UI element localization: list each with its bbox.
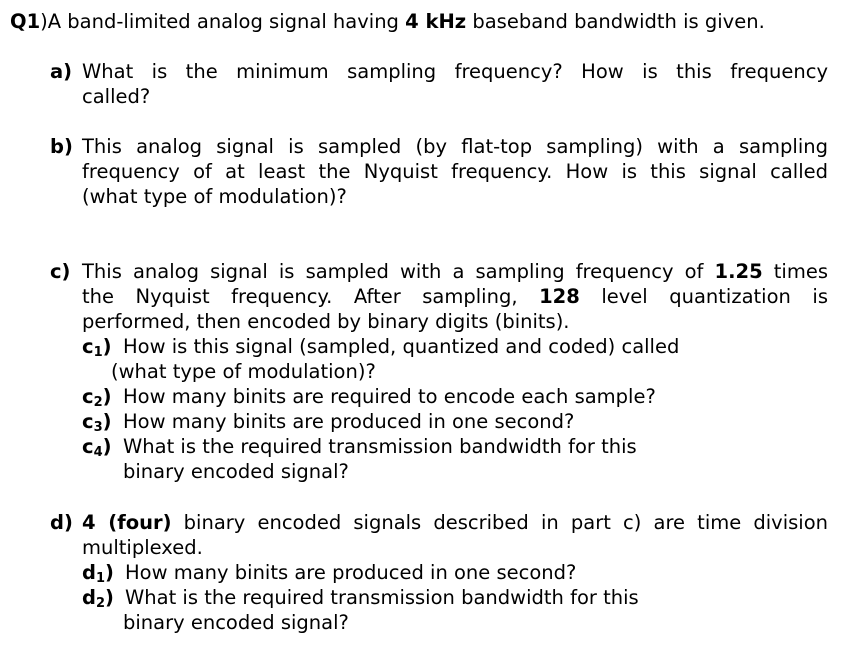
part-c4-label: $c_4$) (82, 435, 112, 460)
part-c1-label: $c_1$) (82, 335, 112, 360)
part-b-line-3: (what type of modulation)? (82, 185, 347, 208)
part-c2-line-1: How many binits are required to encode each sample? (123, 385, 656, 408)
part-d-line-1: 4 (four) binary encoded signals described in part c) are time division (82, 511, 829, 534)
part-c-label: c) (50, 260, 71, 283)
part-c1-line-2: (what type of modulation)? (111, 360, 376, 383)
part-c-line-1: This analog signal is sampled with a sampling frequency of 1.25 times (82, 260, 828, 283)
part-d2-line-1: What is the required transmission bandwidth for this (125, 586, 639, 609)
quantization-levels-value: 128 (539, 285, 580, 308)
part-d1-label: $d_1$) (82, 561, 114, 586)
part-b-line-2: frequency of at least the Nyquist frequency. How is this signal called (82, 160, 828, 183)
part-c-line-3: performed, then encoded by binary digits (binits). (82, 310, 570, 333)
part-d-line-2: multiplexed. (82, 536, 203, 559)
part-c4-line-2: binary encoded signal? (123, 460, 349, 483)
part-a-line-1: What is the minimum sampling frequency? How is this frequency (82, 60, 828, 83)
signal-count-value: 4 (four) (82, 511, 172, 534)
part-c-line-2: the Nyquist frequency. After sampling, 128 level quantization is (82, 285, 828, 308)
part-d-label: d) (50, 511, 73, 534)
part-c1-line-1: How is this signal (sampled, quantized and coded) called (123, 335, 680, 358)
part-d1-line-1: How many binits are produced in one second? (125, 561, 577, 584)
part-c3-label: $c_3$) (82, 410, 112, 435)
question-number: Q1 (10, 10, 41, 33)
part-d2-label: $d_2$) (82, 586, 114, 611)
part-c2-label: $c_2$) (82, 385, 112, 410)
part-d2-line-2: binary encoded signal? (123, 611, 349, 634)
part-b-label: b) (50, 135, 73, 158)
part-c4-line-1: What is the required transmission bandwidth for this (123, 435, 637, 458)
question-header: Q1)A band-limited analog signal having 4 kHz baseband bandwidth is given. (10, 10, 765, 33)
part-a-label: a) (50, 60, 73, 83)
bandwidth-value: 4 kHz (405, 10, 467, 33)
ratio-value: 1.25 (714, 260, 763, 283)
part-b-line-1: This analog signal is sampled (by flat-top sampling) with a sampling (82, 135, 828, 158)
part-c3-line-1: How many binits are produced in one second? (123, 410, 575, 433)
part-a-line-2: called? (82, 85, 151, 108)
